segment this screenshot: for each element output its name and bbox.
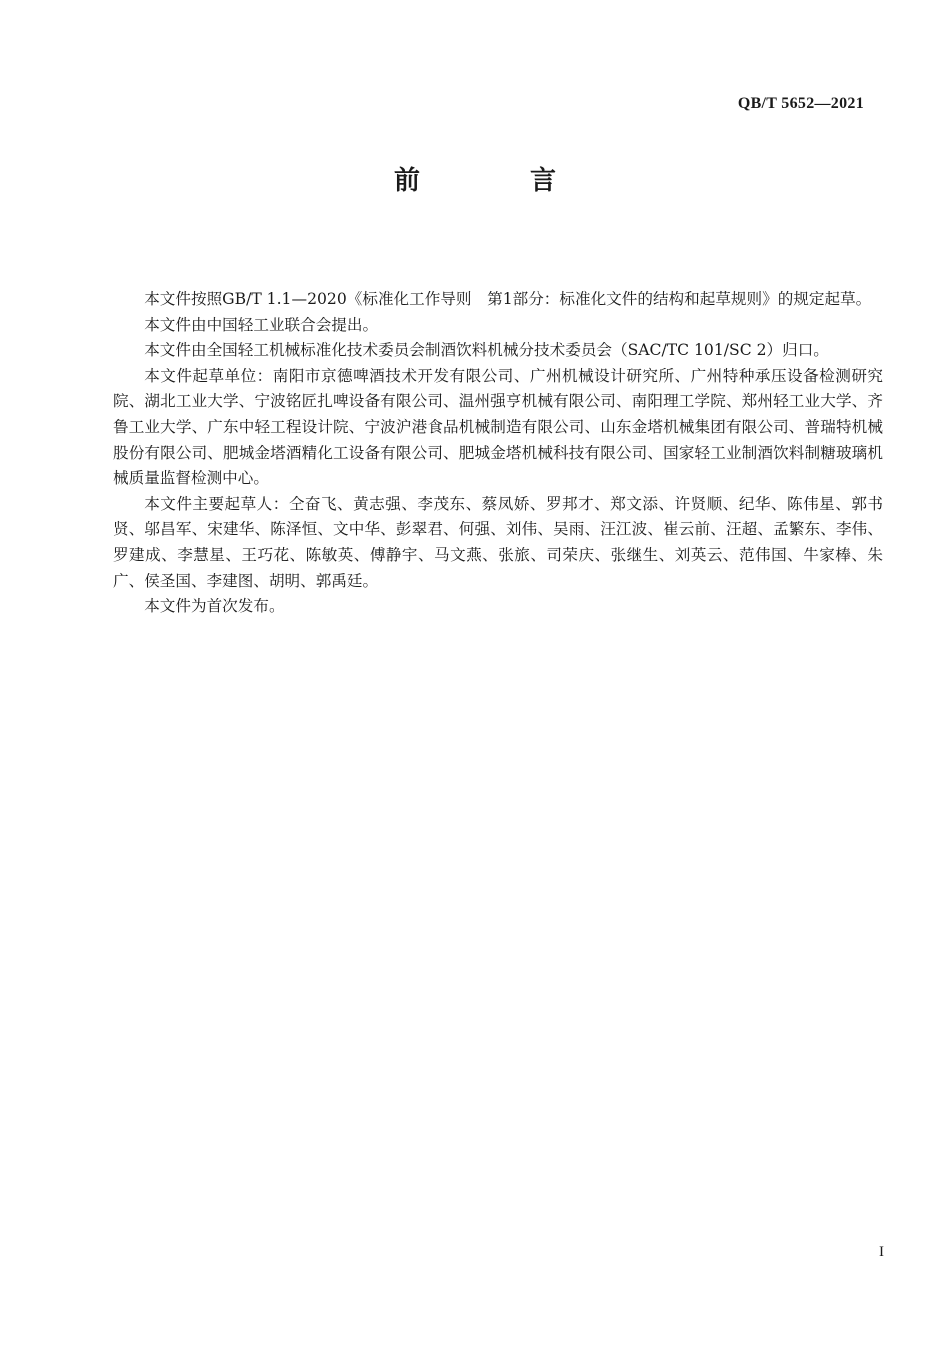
paragraph-drafters: 本文件主要起草人：仝奋飞、黄志强、李茂东、蔡凤娇、罗邦才、郑文添、许贤顺、纪华、陈伟星、郭书贤、邬昌军、宋建华、陈泽恒、文中华、彭翠君、何强、刘伟、吴雨、汪江波、崔云前、汪超、孟繁东、李伟、罗建成、李慧星、王巧花、陈敏英、傅静宇、马文燕、张旅、司荣庆、张继生、刘英云、范伟国、牛家棒、朱广、侯圣国、李建图、胡明、郭禹廷。 <box>113 494 883 590</box>
paragraph-proposer: 本文件由中国轻工业联合会提出。 <box>144 315 379 334</box>
page-title: 前 言 <box>393 166 598 196</box>
paragraph-first-release: 本文件为首次发布。 <box>144 597 285 616</box>
paragraph-drafting-units: 本文件起草单位：南阳市京德啤酒技术开发有限公司、广州机械设计研究所、广州特种承压设备检测研究院、湖北工业大学、宁波铭匠扎啤设备有限公司、温州强亨机械有限公司、南阳理工学院、郑州轻工业大学、齐鲁工业大学、广东中轻工程设计院、宁波沪港食品机械制造有限公司、山东金塔机械集团有限公司、普瑞特机械股份有限公司、肥城金塔酒精化工设备有限公司、肥城金塔机械科技有限公司、国家轻工业制酒饮料制糖玻璃机械质量监督检测中心。 <box>113 366 883 488</box>
document-code: QB/T 5652—2021 <box>737 95 864 112</box>
foreword-body <box>113 287 883 620</box>
paragraph-drafting-rules: 本文件按照GB/T 1.1—2020《标准化工作导则 第1部分：标准化文件的结构和起草规则》的规定起草。 <box>144 290 872 308</box>
page-number: I <box>879 1244 884 1260</box>
paragraph-technical-committee: 本文件由全国轻工机械标准化技术委员会制酒饮料机械分技术委员会（SAC/TC 101/SC 2）归口。 <box>144 341 829 360</box>
